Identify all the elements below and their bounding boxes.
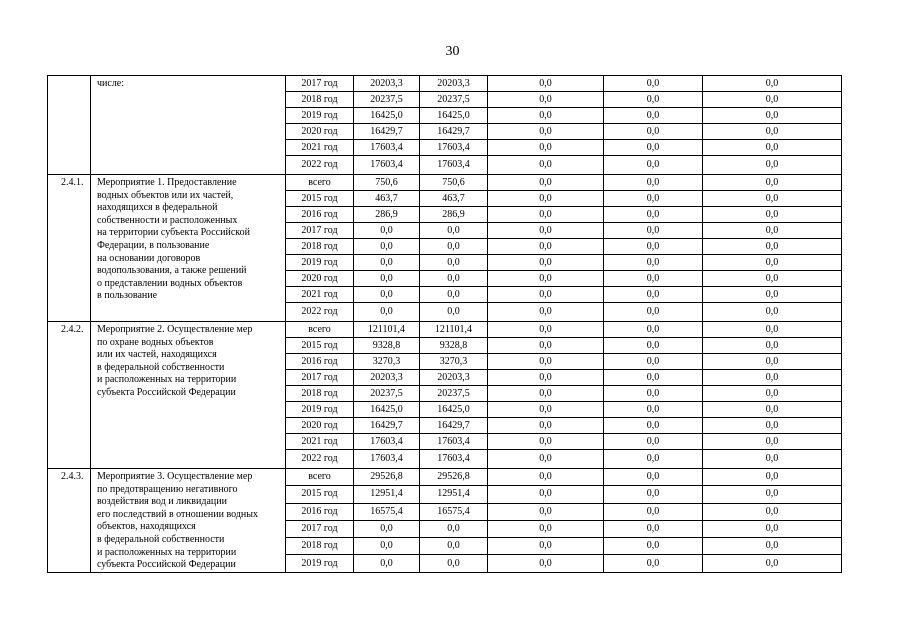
value-cell: 0,0 (604, 76, 703, 92)
value-cell: 0,0 (703, 207, 842, 223)
value-cell: 0,0 (488, 92, 604, 108)
value-cell: 0,0 (488, 255, 604, 271)
value-cell: 0,0 (604, 124, 703, 140)
value-cell: 0,0 (604, 503, 703, 520)
value-cell: 0,0 (604, 450, 703, 469)
value-cell: 3270,3 (354, 354, 420, 370)
value-cell: 0,0 (488, 223, 604, 239)
value-cell: 0,0 (488, 370, 604, 386)
period-cell: 2021 год (286, 287, 354, 303)
value-cell: 0,0 (703, 124, 842, 140)
value-cell: 17603,4 (420, 156, 488, 175)
value-cell: 0,0 (488, 386, 604, 402)
value-cell: 0,0 (488, 140, 604, 156)
value-cell: 0,0 (703, 271, 842, 287)
value-cell: 0,0 (604, 92, 703, 108)
value-cell: 12951,4 (420, 486, 488, 503)
value-cell: 0,0 (703, 191, 842, 207)
value-cell: 20237,5 (354, 92, 420, 108)
value-cell: 0,0 (703, 239, 842, 255)
activity-name: числе: (91, 76, 286, 175)
value-cell: 0,0 (354, 287, 420, 303)
value-cell: 121101,4 (354, 322, 420, 338)
value-cell: 20237,5 (420, 386, 488, 402)
value-cell: 0,0 (488, 156, 604, 175)
value-cell: 0,0 (604, 354, 703, 370)
value-cell: 0,0 (420, 271, 488, 287)
period-cell: 2021 год (286, 434, 354, 450)
value-cell: 0,0 (703, 354, 842, 370)
value-cell: 0,0 (604, 434, 703, 450)
value-cell: 0,0 (703, 76, 842, 92)
value-cell: 0,0 (488, 76, 604, 92)
value-cell: 286,9 (420, 207, 488, 223)
value-cell: 0,0 (703, 287, 842, 303)
value-cell: 16429,7 (354, 418, 420, 434)
value-cell: 16425,0 (420, 402, 488, 418)
value-cell: 20237,5 (354, 386, 420, 402)
value-cell: 0,0 (488, 239, 604, 255)
activity-number: 2.4.2. (48, 322, 91, 469)
value-cell: 16425,0 (354, 108, 420, 124)
value-cell: 3270,3 (420, 354, 488, 370)
value-cell: 0,0 (703, 338, 842, 354)
period-cell: 2019 год (286, 402, 354, 418)
value-cell: 0,0 (354, 271, 420, 287)
value-cell: 0,0 (703, 223, 842, 239)
value-cell: 0,0 (488, 287, 604, 303)
period-cell: 2015 год (286, 486, 354, 503)
activity-name: Мероприятие 2. Осуществление мер по охране водных объектов или их частей, находящихся в федеральной собственности и расположенных на территории субъекта Российской Федерации (91, 322, 286, 469)
period-cell: 2018 год (286, 538, 354, 555)
period-cell: 2017 год (286, 370, 354, 386)
value-cell: 0,0 (488, 486, 604, 503)
value-cell: 0,0 (420, 538, 488, 555)
value-cell: 0,0 (488, 338, 604, 354)
value-cell: 0,0 (354, 239, 420, 255)
value-cell: 16429,7 (420, 418, 488, 434)
value-cell: 0,0 (354, 223, 420, 239)
value-cell: 0,0 (604, 555, 703, 572)
period-cell: 2022 год (286, 156, 354, 175)
activity-number: 2.4.1. (48, 175, 91, 322)
value-cell: 0,0 (604, 370, 703, 386)
value-cell: 0,0 (604, 140, 703, 156)
table-row (48, 175, 842, 191)
value-cell: 0,0 (488, 520, 604, 537)
value-cell: 0,0 (604, 271, 703, 287)
period-cell: 2020 год (286, 271, 354, 287)
period-cell: всего (286, 469, 354, 486)
value-cell: 0,0 (488, 322, 604, 338)
value-cell: 0,0 (703, 156, 842, 175)
period-cell: 2019 год (286, 108, 354, 124)
value-cell: 17603,4 (354, 156, 420, 175)
period-cell: всего (286, 175, 354, 191)
value-cell: 0,0 (703, 418, 842, 434)
value-cell: 0,0 (420, 223, 488, 239)
period-cell: 2016 год (286, 503, 354, 520)
value-cell: 16575,4 (420, 503, 488, 520)
value-cell: 0,0 (354, 538, 420, 555)
value-cell: 0,0 (488, 538, 604, 555)
value-cell: 750,6 (354, 175, 420, 191)
value-cell: 0,0 (420, 520, 488, 537)
value-cell: 0,0 (703, 175, 842, 191)
value-cell: 750,6 (420, 175, 488, 191)
value-cell: 17603,4 (354, 450, 420, 469)
value-cell: 17603,4 (354, 140, 420, 156)
value-cell: 0,0 (488, 303, 604, 322)
value-cell: 0,0 (604, 538, 703, 555)
value-cell: 121101,4 (420, 322, 488, 338)
period-cell: 2017 год (286, 520, 354, 537)
value-cell: 0,0 (604, 520, 703, 537)
value-cell: 0,0 (604, 255, 703, 271)
value-cell: 0,0 (604, 486, 703, 503)
value-cell: 17603,4 (420, 434, 488, 450)
value-cell: 0,0 (420, 287, 488, 303)
value-cell: 16429,7 (354, 124, 420, 140)
value-cell: 0,0 (703, 92, 842, 108)
table-row (48, 322, 842, 338)
value-cell: 0,0 (703, 520, 842, 537)
value-cell: 0,0 (703, 402, 842, 418)
value-cell: 0,0 (488, 191, 604, 207)
value-cell: 0,0 (703, 303, 842, 322)
value-cell: 0,0 (488, 555, 604, 572)
value-cell: 20203,3 (354, 370, 420, 386)
value-cell: 20203,3 (354, 76, 420, 92)
value-cell: 20203,3 (420, 370, 488, 386)
period-cell: 2021 год (286, 140, 354, 156)
table-row (48, 76, 842, 92)
value-cell: 0,0 (604, 322, 703, 338)
value-cell: 0,0 (604, 303, 703, 322)
value-cell: 0,0 (604, 223, 703, 239)
value-cell: 0,0 (604, 175, 703, 191)
value-cell: 20203,3 (420, 76, 488, 92)
value-cell: 0,0 (703, 322, 842, 338)
period-cell: 2016 год (286, 207, 354, 223)
period-cell: 2018 год (286, 386, 354, 402)
value-cell: 0,0 (703, 538, 842, 555)
value-cell: 0,0 (420, 303, 488, 322)
value-cell: 0,0 (703, 555, 842, 572)
value-cell: 0,0 (354, 255, 420, 271)
value-cell: 16425,0 (354, 402, 420, 418)
period-cell: 2022 год (286, 450, 354, 469)
value-cell: 0,0 (604, 108, 703, 124)
activity-number: 2.4.3. (48, 469, 91, 573)
value-cell: 0,0 (604, 418, 703, 434)
value-cell: 0,0 (703, 434, 842, 450)
value-cell: 0,0 (604, 191, 703, 207)
value-cell: 29526,8 (354, 469, 420, 486)
value-cell: 0,0 (488, 354, 604, 370)
period-cell: 2017 год (286, 76, 354, 92)
value-cell: 0,0 (488, 418, 604, 434)
value-cell: 0,0 (703, 450, 842, 469)
value-cell: 16575,4 (354, 503, 420, 520)
value-cell: 0,0 (354, 520, 420, 537)
period-cell: 2016 год (286, 354, 354, 370)
value-cell: 463,7 (354, 191, 420, 207)
period-cell: 2018 год (286, 239, 354, 255)
value-cell: 0,0 (703, 386, 842, 402)
value-cell: 17603,4 (420, 450, 488, 469)
value-cell: 0,0 (488, 108, 604, 124)
value-cell: 0,0 (703, 370, 842, 386)
value-cell: 0,0 (488, 450, 604, 469)
value-cell: 0,0 (420, 255, 488, 271)
activity-name: Мероприятие 3. Осуществление мер по предотвращению негативного воздействия вод и ликвидации его последствий в отношении водных объектов, находящихся в федеральной собственности и расположенных на территории субъекта Российской Федерации (91, 469, 286, 573)
value-cell: 0,0 (703, 140, 842, 156)
value-cell: 0,0 (488, 469, 604, 486)
period-cell: 2017 год (286, 223, 354, 239)
value-cell: 0,0 (604, 402, 703, 418)
value-cell: 0,0 (604, 239, 703, 255)
value-cell: 0,0 (604, 469, 703, 486)
value-cell: 0,0 (703, 255, 842, 271)
value-cell: 0,0 (354, 555, 420, 572)
period-cell: 2015 год (286, 338, 354, 354)
value-cell: 29526,8 (420, 469, 488, 486)
value-cell: 0,0 (420, 555, 488, 572)
period-cell: 2019 год (286, 255, 354, 271)
period-cell: 2020 год (286, 124, 354, 140)
value-cell: 20237,5 (420, 92, 488, 108)
value-cell: 0,0 (488, 175, 604, 191)
value-cell: 0,0 (604, 287, 703, 303)
value-cell: 0,0 (488, 434, 604, 450)
value-cell: 0,0 (703, 486, 842, 503)
period-cell: 2018 год (286, 92, 354, 108)
period-cell: 2015 год (286, 191, 354, 207)
value-cell: 0,0 (604, 338, 703, 354)
period-cell: 2019 год (286, 555, 354, 572)
value-cell: 9328,8 (354, 338, 420, 354)
value-cell: 0,0 (488, 503, 604, 520)
value-cell: 0,0 (488, 402, 604, 418)
value-cell: 0,0 (604, 386, 703, 402)
period-cell: всего (286, 322, 354, 338)
activity-name: Мероприятие 1. Предоставление водных объектов или их частей, находящихся в федеральной собственности и расположенных на территории субъекта Российской Федерации, в пользование на основании договоров водопользования, а также решений о представлении водных объектов в пользование (91, 175, 286, 322)
page-number: 30 (445, 44, 460, 59)
value-cell: 17603,4 (420, 140, 488, 156)
value-cell: 0,0 (488, 207, 604, 223)
value-cell: 286,9 (354, 207, 420, 223)
period-cell: 2020 год (286, 418, 354, 434)
value-cell: 0,0 (703, 108, 842, 124)
value-cell: 0,0 (488, 124, 604, 140)
value-cell: 0,0 (420, 239, 488, 255)
budget-table (47, 75, 842, 573)
value-cell: 0,0 (604, 156, 703, 175)
activity-number (48, 76, 91, 175)
value-cell: 0,0 (488, 271, 604, 287)
value-cell: 16429,7 (420, 124, 488, 140)
value-cell: 0,0 (604, 207, 703, 223)
value-cell: 0,0 (703, 469, 842, 486)
value-cell: 463,7 (420, 191, 488, 207)
value-cell: 12951,4 (354, 486, 420, 503)
value-cell: 16425,0 (420, 108, 488, 124)
value-cell: 17603,4 (354, 434, 420, 450)
value-cell: 9328,8 (420, 338, 488, 354)
value-cell: 0,0 (703, 503, 842, 520)
value-cell: 0,0 (354, 303, 420, 322)
table-row (48, 469, 842, 486)
period-cell: 2022 год (286, 303, 354, 322)
